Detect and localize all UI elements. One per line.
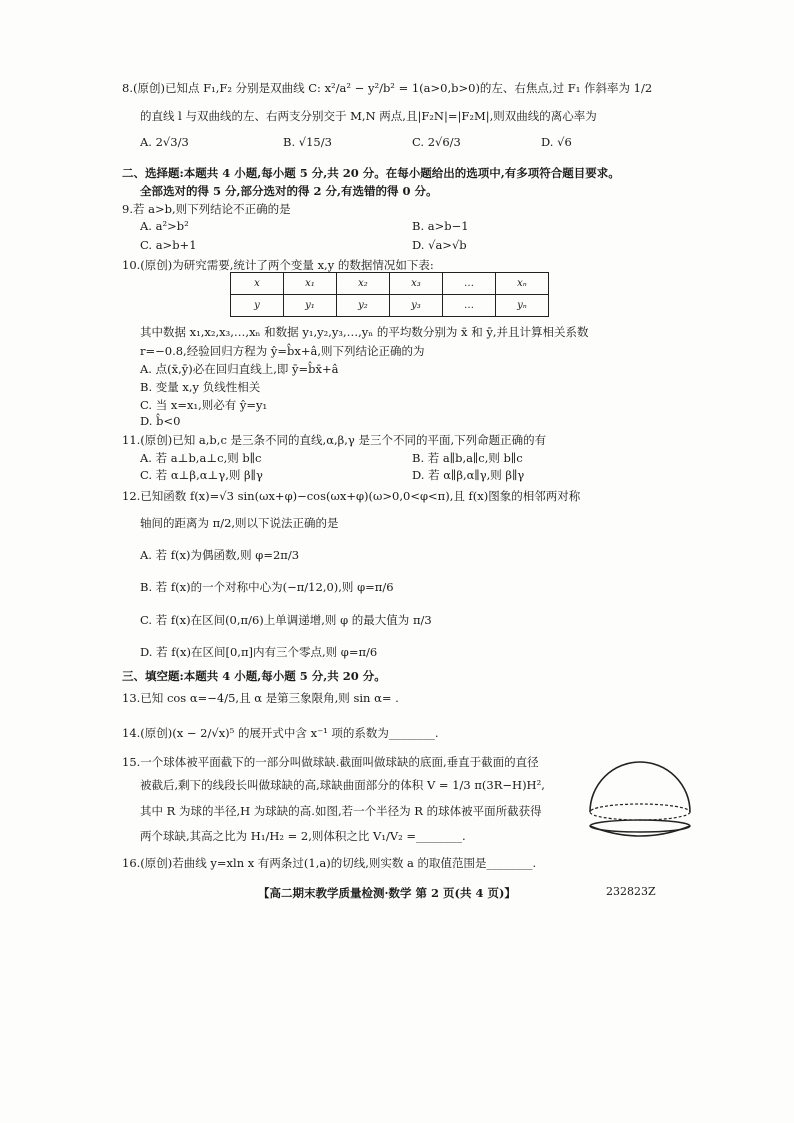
q11-stem: 11.(原创)已知 a,b,c 是三条不同的直线,α,β,γ 是三个不同的平面,下列命题正确的有 [122,433,547,447]
q9-option-d: D. √a>√b [412,238,467,252]
q12-option-d: D. 若 f(x)在区间[0,π]内有三个零点,则 φ=π/6 [140,645,378,659]
q10-option-b: B. 变量 x,y 负线性相关 [140,380,261,394]
q11-option-a: A. 若 a⊥b,a⊥c,则 b∥c [140,451,262,465]
table-cell: y₃ [390,295,443,317]
page-footer-title: 【高二期末教学质量检测·数学 第 2 页(共 4 页)】 [258,886,516,900]
q8-option-c: C. 2√6/3 [412,135,461,149]
q10-option-a: A. 点(x̄,ȳ)必在回归直线上,即 ȳ=b̂x̄+â [140,362,339,376]
spherical-cap-figure [575,750,705,850]
q8-option-d: D. √6 [541,135,572,149]
q12-line2: 轴间的距离为 π/2,则以下说法正确的是 [140,516,339,530]
question-16: 16.(原创)若曲线 y=xln x 有两条过(1,a)的切线,则实数 a 的取值范围是________. [122,856,537,870]
q9-option-a: A. a²>b² [140,219,189,233]
table-row [231,273,549,295]
q8-line2: 的直线 l 与双曲线的左、右两支分别交于 M,N 两点,且|F₂N|=|F₂M|,则双曲线的离心率为 [140,109,597,123]
table-cell: … [443,273,496,295]
q12-line1: 12.已知函数 f(x)=√3 sin(ωx+φ)−cos(ωx+φ)(ω>0,0<φ<π),且 f(x)图象的相邻两对称 [122,489,581,503]
table-cell: x₂ [337,273,390,295]
q10-option-d: D. b̂<0 [140,414,181,428]
q11-option-d: D. 若 α∥β,α∥γ,则 β∥γ [412,468,525,482]
q12-option-c: C. 若 f(x)在区间(0,π/6)上单调递增,则 φ 的最大值为 π/3 [140,613,432,627]
table-cell: x₃ [390,273,443,295]
q10-option-c: C. 当 x=x₁,则必有 ŷ=y₁ [140,398,268,412]
q12-option-b: B. 若 f(x)的一个对称中心为(−π/12,0),则 φ=π/6 [140,580,394,594]
q12-option-a: A. 若 f(x)为偶函数,则 φ=2π/3 [140,548,300,562]
page-footer-code: 232823Z [606,885,656,898]
table-cell: xₙ [496,273,549,295]
q10-stem: 10.(原创)为研究需要,统计了两个变量 x,y 的数据情况如下表: [122,258,434,272]
q15-line4: 两个球缺,其高之比为 H₁/H₂ = 2,则体积之比 V₁/V₂ =________. [140,829,466,843]
table-cell: x₁ [284,273,337,295]
q8-option-b: B. √15/3 [283,135,332,149]
section2-heading: 二、选择题:本题共 4 小题,每小题 5 分,共 20 分。在每小题给出的选项中,有多项符合题目要求。 [122,166,620,180]
q10-data-table [230,272,549,317]
q8-line1: 8.(原创)已知点 F₁,F₂ 分别是双曲线 C: x²/a² − y²/b² = 1(a>0,b>0)的左、右焦点,过 F₁ 作斜率为 1/2 [122,81,653,95]
section3-heading: 三、填空题:本题共 4 小题,每小题 5 分,共 20 分。 [122,669,386,683]
q10-line2: 其中数据 x₁,x₂,x₃,…,xₙ 和数据 y₁,y₂,y₃,…,yₙ 的平均数分别为 x̄ 和 ȳ,并且计算相关系数 [140,325,589,339]
table-cell: … [443,295,496,317]
q8-option-a: A. 2√3/3 [140,135,189,149]
question-14: 14.(原创)(x − 2/√x)⁵ 的展开式中含 x⁻¹ 项的系数为________. [122,726,439,740]
q9-option-c: C. a>b+1 [140,238,197,252]
q10-line3: r=−0.8,经验回归方程为 ŷ=b̂x+â,则下列结论正确的为 [140,344,425,358]
q11-option-c: C. 若 α⊥β,α⊥γ,则 β∥γ [140,468,263,482]
q9-stem: 9.若 a>b,则下列结论不正确的是 [122,202,291,216]
q15-line3: 其中 R 为球的半径,H 为球缺的高.如图,若一个半径为 R 的球体被平面所截获得 [140,804,542,818]
table-cell: y₂ [337,295,390,317]
table-cell: y [231,295,284,317]
table-cell: y₁ [284,295,337,317]
table-cell: yₙ [496,295,549,317]
q15-line2: 被截后,剩下的线段长叫做球缺的高,球缺曲面部分的体积 V = 1/3 π(3R−H)H², [140,778,545,792]
section2-scoring: 全部选对的得 5 分,部分选对的得 2 分,有选错的得 0 分。 [140,184,438,198]
table-cell: x [231,273,284,295]
q9-option-b: B. a>b−1 [412,219,469,233]
question-13: 13.已知 cos α=−4/5,且 α 是第三象限角,则 sin α= . [122,691,399,705]
table-row [231,295,549,317]
q15-line1: 15.一个球体被平面截下的一部分叫做球缺.截面叫做球缺的底面,垂直于截面的直径 [122,755,539,769]
q11-option-b: B. 若 a∥b,a∥c,则 b∥c [412,451,523,465]
